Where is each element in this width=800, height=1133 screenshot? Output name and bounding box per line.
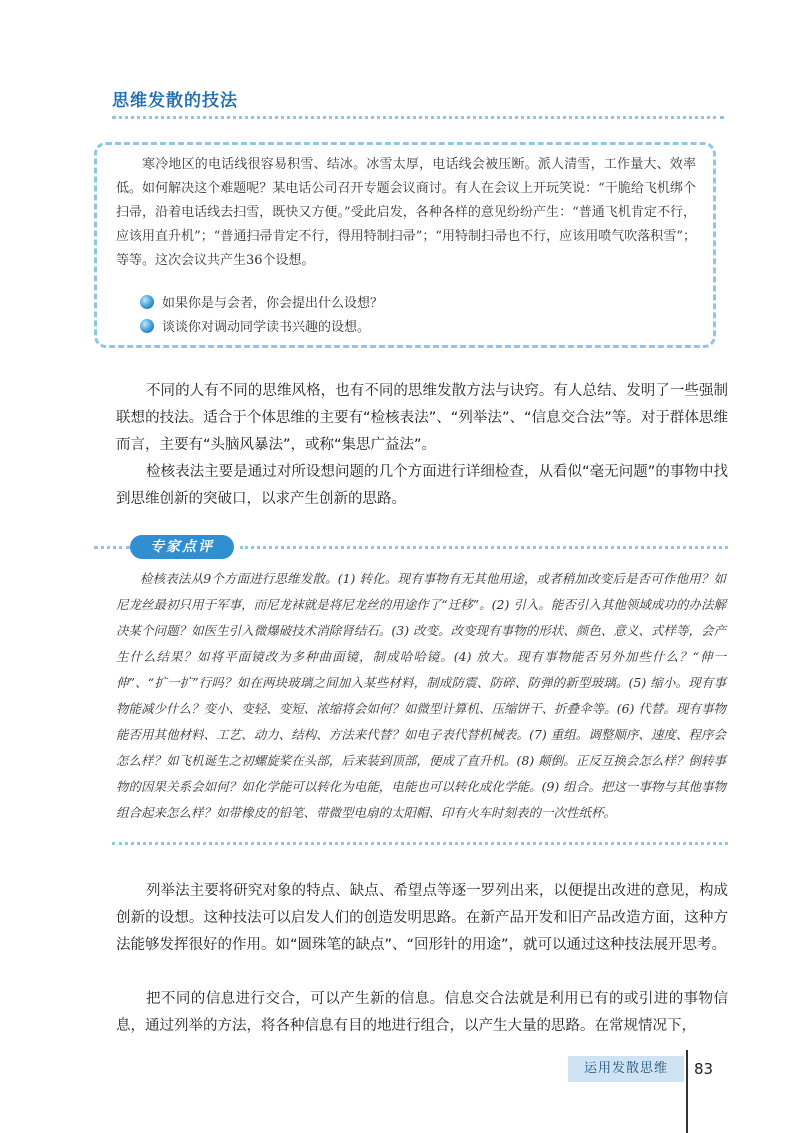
bullet-icon [140, 295, 154, 309]
expert-divider-left [94, 546, 130, 549]
page-number: 83 [694, 1060, 714, 1078]
body-paragraph: 把不同的信息进行交合，可以产生新的信息。信息交合法就是利用已有的或引进的事物信息，通过列举的方法，将各种信息有目的地进行组合，以产生大量的思路。在常规情况下， [116, 991, 728, 1034]
bullet-icon [140, 319, 154, 333]
question-item [140, 316, 370, 335]
body-paragraph: 不同的人有不同的思维风格，也有不同的思维发散方法与诀窍。有人总结、发明了一些强制联想的技法。适合于个体思维的主要有“检核表法”、“列举法”、“信息交合法”等。对于群体思维而言，主要有“头脑风暴法”，或称“集思广益法”。 [116, 383, 728, 453]
footer-vertical-rule [686, 1050, 688, 1133]
question-item [140, 292, 383, 311]
section-title: 思维发散的技法 [112, 91, 238, 111]
body-paragraph: 检核表法主要是通过对所设想问题的几个方面进行详细检查，从看似“毫无问题”的事物中找到思维创新的突破口，以求产生创新的思路。 [116, 464, 728, 507]
title-divider [112, 116, 724, 119]
expert-comment-text: 检核表法从9个方面进行思维发散。(1) 转化。现有事物有无其他用途，或者稍加改变后是否可作他用？如尼龙丝最初只用于军事，而尼龙袜就是将尼龙丝的用途作了“迁移”。(2) 引入。能否引入其他领域成功的办法解决某个问题？如医生引入微爆破技术消除肾结石。(3) 改变。改变现有事物的形状、颜色、意义、式样等，会产生什么结果？如将平面镜改为多种曲面镜，制成哈哈镜。(4) 放大。现有事物能否另外加些什么？“伸一伸”、“扩一扩”行吗？如在两块玻璃之间加入某些材料，制成防震、防碎、防弹的新型玻璃。(5) 缩小。现有事物能减少什么？变小、变轻、变短、浓缩将会如何？如微型计算机、压缩饼干、折叠伞等。(6) 代替。现有事物能否用其他材料、工艺、动力、结构、方法来代替？如电子表代替机械表。(7) 重组。调整顺序、速度、程序会怎么样？如飞机诞生之初螺旋桨在头部，后来装到顶部，便成了直升机。(8) 颠倒。正反互换会怎么样？倒转事物的因果关系会如何？如化学能可以转化为电能，电能也可以转化成化学能。(9) 组合。把这一事物与其他事物组合起来怎么样？如带橡皮的铅笔、带微型电扇的太阳帽、印有火车时刻表的一次性纸杯。 [116, 571, 726, 820]
question-text: 谈谈你对调动同学读书兴趣的设想。 [162, 320, 371, 335]
question-text: 如果你是与会者，你会提出什么设想？ [162, 296, 384, 311]
body-paragraph: 列举法主要将研究对象的特点、缺点、希望点等逐一罗列出来，以便提出改进的意见，构成创新的设想。这种技法可以启发人们的创造发明思路。在新产品开发和旧产品改造方面，这种方法能够发挥很好的作用。如“圆珠笔的缺点”、“回形针的用途”，就可以通过这种技法展开思考。 [116, 883, 728, 953]
footer-section-tab: 运用发散思维 [568, 1056, 684, 1082]
expert-divider-right [240, 546, 728, 549]
expert-bottom-divider [112, 842, 728, 845]
case-text: 寒冷地区的电话线很容易积雪、结冰。冰雪太厚，电话线会被压断。派人清雪，工作量大、效率低。如何解决这个难题呢？某电话公司召开专题会议商讨。有人在会议上开玩笑说：“干脆给飞机绑个扫帚，沿着电话线去扫雪，既快又方便。”受此启发，各种各样的意见纷纷产生：“普通飞机肯定不行，应该用直升机”；“普通扫帚肯定不行，得用特制扫帚”；“用特制扫帚也不行，应该用喷气吹落积雪”；等等。这次会议共产生36个设想。 [116, 157, 696, 268]
expert-comment-badge: 专家点评 [130, 535, 234, 559]
